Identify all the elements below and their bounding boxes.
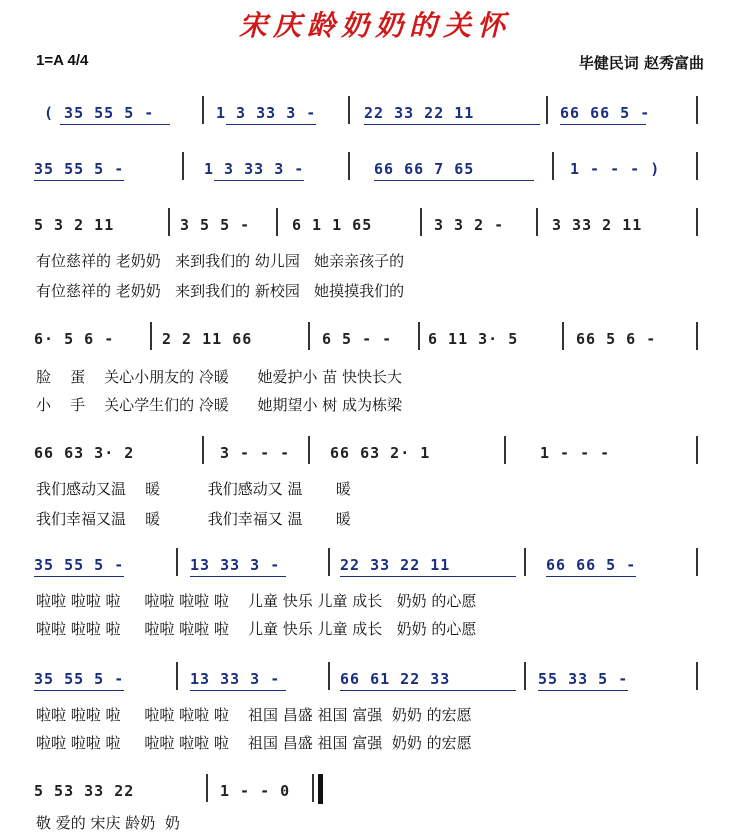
barline <box>546 96 548 124</box>
barline <box>536 208 538 236</box>
measure: 6 5 - - <box>322 330 393 348</box>
barline <box>696 662 698 690</box>
underline <box>60 124 170 125</box>
score-line-1 <box>30 96 710 130</box>
measure: 66 66 5 - <box>560 104 651 122</box>
barline <box>696 96 698 124</box>
lyric-line: 我们感动又温 暖 我们感动又 温 暖 <box>36 480 351 498</box>
barline <box>182 152 184 180</box>
score-line-2 <box>30 152 710 186</box>
underline <box>340 576 516 577</box>
measure: 5 53 33 22 <box>34 782 135 800</box>
barline <box>328 548 330 576</box>
underline <box>538 690 628 691</box>
barline <box>696 208 698 236</box>
measure: 55 33 5 - <box>538 670 629 688</box>
measure: 6 1 1 65 <box>292 216 373 234</box>
barline <box>308 436 310 464</box>
measure: 1 3 33 3 - <box>204 160 305 178</box>
barline <box>524 548 526 576</box>
barline <box>202 436 204 464</box>
measure: 5 3 2 11 <box>34 216 115 234</box>
credits: 毕健民词 赵秀富曲 <box>578 54 704 72</box>
barline <box>418 322 420 350</box>
measure: 1 - - 0 <box>220 782 291 800</box>
lyric-line: 啦啦 啦啦 啦 啦啦 啦啦 啦 儿童 快乐 儿童 成长 奶奶 的心愿 <box>36 620 477 638</box>
lyric-line: 有位慈祥的 老奶奶 来到我们的 幼儿园 她亲亲孩子的 <box>36 252 405 270</box>
barline <box>176 662 178 690</box>
final-barline <box>318 774 323 804</box>
measure: 6· 5 6 - <box>34 330 115 348</box>
barline <box>202 96 204 124</box>
measure: 35 55 5 - <box>34 160 125 178</box>
barline <box>524 662 526 690</box>
barline <box>696 436 698 464</box>
key-signature: 1=A 4/4 <box>36 52 89 69</box>
song-title: 宋庆龄奶奶的关怀 <box>238 9 511 42</box>
measure: 6 11 3· 5 <box>428 330 519 348</box>
barline <box>328 662 330 690</box>
measure: 66 63 3· 2 <box>34 444 135 462</box>
measure: 1 3 33 3 - <box>216 104 317 122</box>
barline <box>176 548 178 576</box>
underline <box>34 576 124 577</box>
underline <box>546 576 636 577</box>
barline <box>276 208 278 236</box>
measure: 35 55 5 - <box>34 670 125 688</box>
lyric-line: 啦啦 啦啦 啦 啦啦 啦啦 啦 儿童 快乐 儿童 成长 奶奶 的心愿 <box>36 592 477 610</box>
lyric-line: 啦啦 啦啦 啦 啦啦 啦啦 啦 祖国 昌盛 祖国 富强 奶奶 的宏愿 <box>36 706 472 724</box>
measure: 3 33 2 11 <box>552 216 643 234</box>
measure: 66 66 5 - <box>546 556 637 574</box>
measure: 22 33 22 11 <box>340 556 451 574</box>
measure: 3 - - - <box>220 444 291 462</box>
underline <box>34 690 124 691</box>
barline <box>168 208 170 236</box>
score-line-5 <box>30 436 710 470</box>
underline <box>560 124 646 125</box>
underline <box>364 124 540 125</box>
measure: 1 - - - ) <box>570 160 661 178</box>
barline <box>696 322 698 350</box>
score-line-3 <box>30 208 710 242</box>
barline <box>150 322 152 350</box>
measure: 35 55 5 - <box>34 556 125 574</box>
underline <box>374 180 534 181</box>
underline <box>226 124 316 125</box>
barline <box>308 322 310 350</box>
lyric-line: 啦啦 啦啦 啦 啦啦 啦啦 啦 祖国 昌盛 祖国 富强 奶奶 的宏愿 <box>36 734 472 752</box>
score-line-6 <box>30 548 710 582</box>
measure: 1 - - - <box>540 444 611 462</box>
barline <box>312 774 314 802</box>
barline <box>562 322 564 350</box>
barline <box>420 208 422 236</box>
measure: 3 3 2 - <box>434 216 505 234</box>
lyric-line: 有位慈祥的 老奶奶 来到我们的 新校园 她摸摸我们的 <box>36 282 405 300</box>
measure: 66 61 22 33 <box>340 670 451 688</box>
barline <box>348 96 350 124</box>
lyric-line: 脸 蛋 关心小朋友的 冷暖 她爱护小 苗 快快长大 <box>36 368 403 386</box>
score-line-8 <box>30 774 710 808</box>
measure: 22 33 22 11 <box>364 104 475 122</box>
lyric-line: 小 手 关心学生们的 冷暖 她期望小 树 成为栋梁 <box>36 396 403 414</box>
measure: 13 33 3 - <box>190 670 281 688</box>
barline <box>552 152 554 180</box>
underline <box>214 180 304 181</box>
score-line-4 <box>30 322 710 356</box>
score-line-7 <box>30 662 710 696</box>
measure: 66 5 6 - <box>576 330 657 348</box>
measure: 3 5 5 - <box>180 216 251 234</box>
barline <box>696 152 698 180</box>
lyric-line: 我们幸福又温 暖 我们幸福又 温 暖 <box>36 510 351 528</box>
lyric-line: 敬 爱的 宋庆 龄奶 奶 <box>36 814 180 832</box>
barline <box>206 774 208 802</box>
barline <box>504 436 506 464</box>
underline <box>340 690 516 691</box>
measure: 66 63 2· 1 <box>330 444 431 462</box>
underline <box>34 180 124 181</box>
barline <box>348 152 350 180</box>
measure: 13 33 3 - <box>190 556 281 574</box>
measure: ( 35 55 5 - <box>44 104 155 122</box>
barline <box>696 548 698 576</box>
underline <box>190 690 286 691</box>
measure: 2 2 11 66 <box>162 330 253 348</box>
underline <box>190 576 286 577</box>
measure: 66 66 7 65 <box>374 160 475 178</box>
